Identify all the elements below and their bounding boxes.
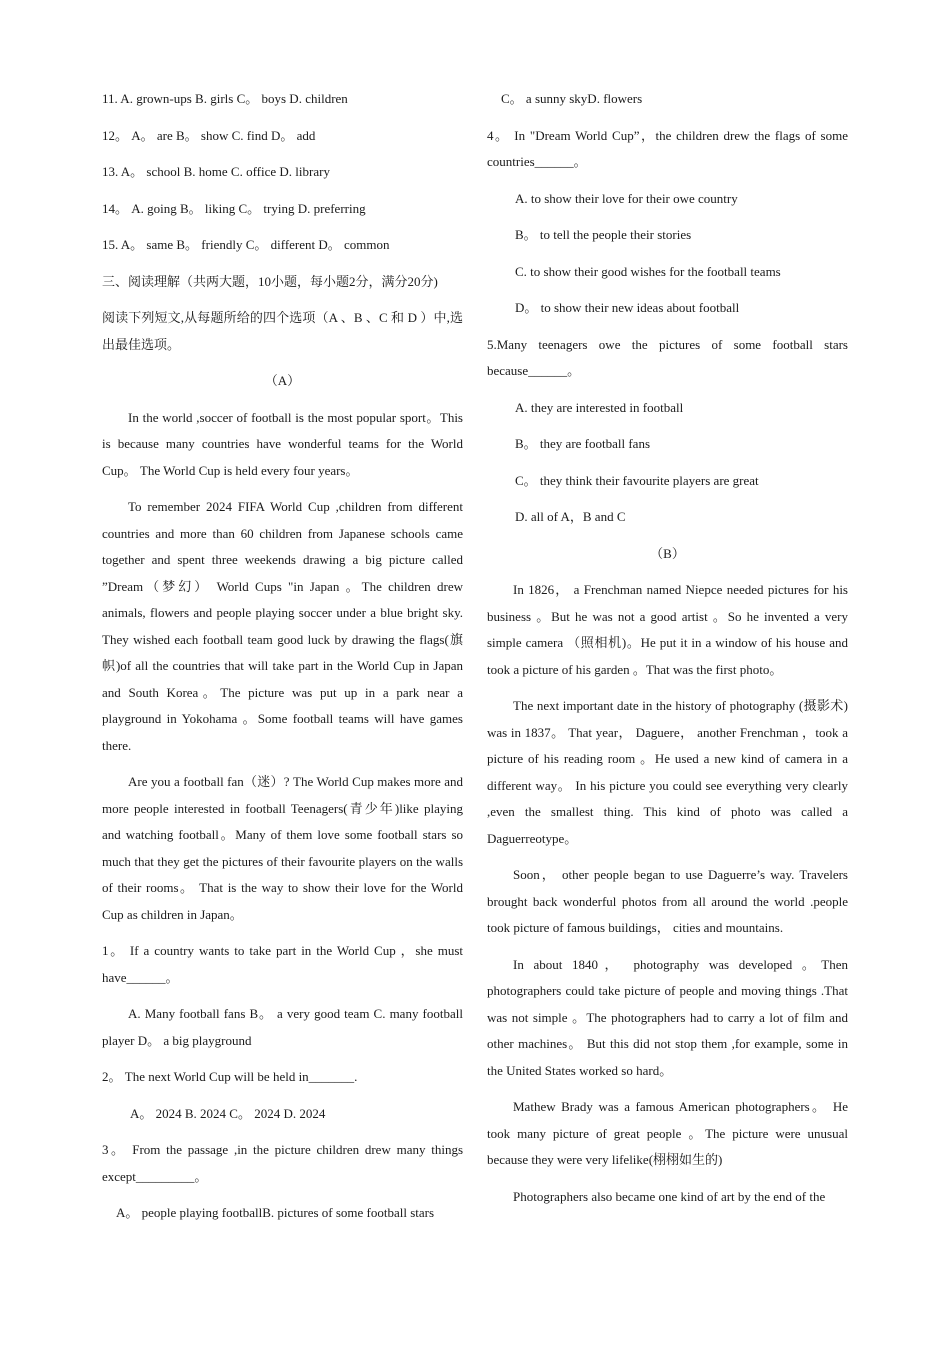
cloze-option-13: 13. A。 school B. home C. office D. library <box>102 164 330 179</box>
question-5-option: A. they are interested in football <box>515 399 684 415</box>
passage-b-paragraph: Mathew Brady was a famous American photographers。 He took many picture of great people 。The picture were unusual because they were very lifelike(栩栩如生的) <box>487 1099 848 1167</box>
passage-b-paragraph: In 1826， a Frenchman named Niepce needed pictures for his business 。But he was not a good artist 。So he invented a very simple camera （照相机)。He put it in a window of his house and took a picture of his garden 。That was the first photo。 <box>487 582 848 677</box>
passage-b-paragraph: In about 1840， photography was developed 。Then photographers could take picture of people and moving things .That was not simple 。The photographers had to carry a lot of film and other machines。 But this did not stop them ,for example, some in the United States worked so hard。 <box>487 956 848 1078</box>
question-4-option: B。 to tell the people their stories <box>515 227 692 242</box>
passage-a-paragraph: In the world ,soccer of football is the most popular sport。This is because many countries have wonderful teams for the World Cup。 The World Cup is held every four years。 <box>102 409 463 478</box>
cloze-option-14: 14。 A. going B。 liking C。 trying D. preferring <box>102 200 366 216</box>
passage-a-paragraph: Are you a football fan（迷）? The World Cup makes more and more people interested in football Teenagers(青少年)like playing and watching football。Many of them love some football stars so much that they get the pictures of their favourite players on the walls of their rooms。 That is the way to show their love for the World Cup as children in Japan。 <box>102 774 463 922</box>
question-1: 1。 If a country wants to take part in the World Cup ，she must have______。 <box>102 943 463 985</box>
question-5-option: D. all of A，B and C <box>515 509 626 524</box>
question-4: 4。 In "Dream World Cup”，the children drew the flags of some countries______。 <box>487 127 848 169</box>
cloze-option-12: 12。 A。 are B。 show C. find D。 add <box>102 127 316 143</box>
passage-b-label: （B） <box>650 545 685 561</box>
cloze-option-11: 11. A. grown-ups B. girls C。 boys D. children <box>102 91 348 106</box>
question-4-option: D。 to show their new ideas about football <box>515 300 740 315</box>
question-3-options-cd: C。 a sunny skyD. flowers <box>501 91 643 106</box>
section-title: 三、阅读理解（共两大题，10小题，每小题2分，满分20分) <box>102 273 438 289</box>
question-5: 5.Many teenagers owe the pictures of some football stars because______。 <box>487 336 848 378</box>
instructions: 阅读下列短文,从每题所给的四个选项（A 、B 、C 和 D ）中,选出最佳选项。 <box>102 310 463 352</box>
passage-a-label: （A） <box>264 373 301 388</box>
question-5-option: B。 they are football fans <box>515 436 651 451</box>
question-5-option: C。 they think their favourite players are great <box>515 472 759 488</box>
question-2-options: A。 2024 B. 2024 C。 2024 D. 2024 <box>130 1105 326 1121</box>
passage-b-paragraph: The next important date in the history of photography (摄影术) was in 1837。 That year， Daguere， another Frenchman ，took a picture of his reading room 。He used a new kind of camera in a different way。 In his picture you could see everything very clearly ,even the smallest thing. This kind of photo was called a Daguerreotype。 <box>487 698 848 846</box>
passage-b-paragraph: Soon， other people began to use Daguerre’s way. Travelers brought back wonderful photos from all around the world .people took picture of famous buildings， cities and mountains. <box>487 867 848 935</box>
passage-b-paragraph: Photographers also became one kind of art by the end of the <box>513 1188 826 1204</box>
question-4-option: C. to show their good wishes for the football teams <box>515 263 781 279</box>
question-1-options: A. Many football fans B。 a very good team C. many football player D。 a big playground <box>102 1006 463 1048</box>
left-column <box>102 86 463 1237</box>
right-column <box>487 86 848 1220</box>
cloze-option-15: 15. A。 same B。 friendly C。 different D。 common <box>102 237 390 252</box>
passage-a-paragraph: To remember 2024 FIFA World Cup ,children from different countries and more than 60 children from Japanese schools came together and spent three weekends drawing a big picture called ”Dream（梦幻） World Cups "in Japan 。The children drew animals, flowers and people playing soccer under a blue bright sky. They wished each football team good luck by drawing the flags(旗帜)of all the countries that will take part in the World Cup in Japan and South Korea。The picture was put up in a park near a playground in Yokohama 。Some football teams will have games there. <box>102 499 463 753</box>
question-4-option: A. to show their love for their owe country <box>515 190 738 206</box>
question-3-options-ab: A。 people playing footballB. pictures of some football stars <box>116 1205 435 1220</box>
question-3: 3。 From the passage ,in the picture children drew many things except_________。 <box>102 1142 463 1184</box>
question-2: 2。 The next World Cup will be held in_______. <box>102 1069 358 1084</box>
